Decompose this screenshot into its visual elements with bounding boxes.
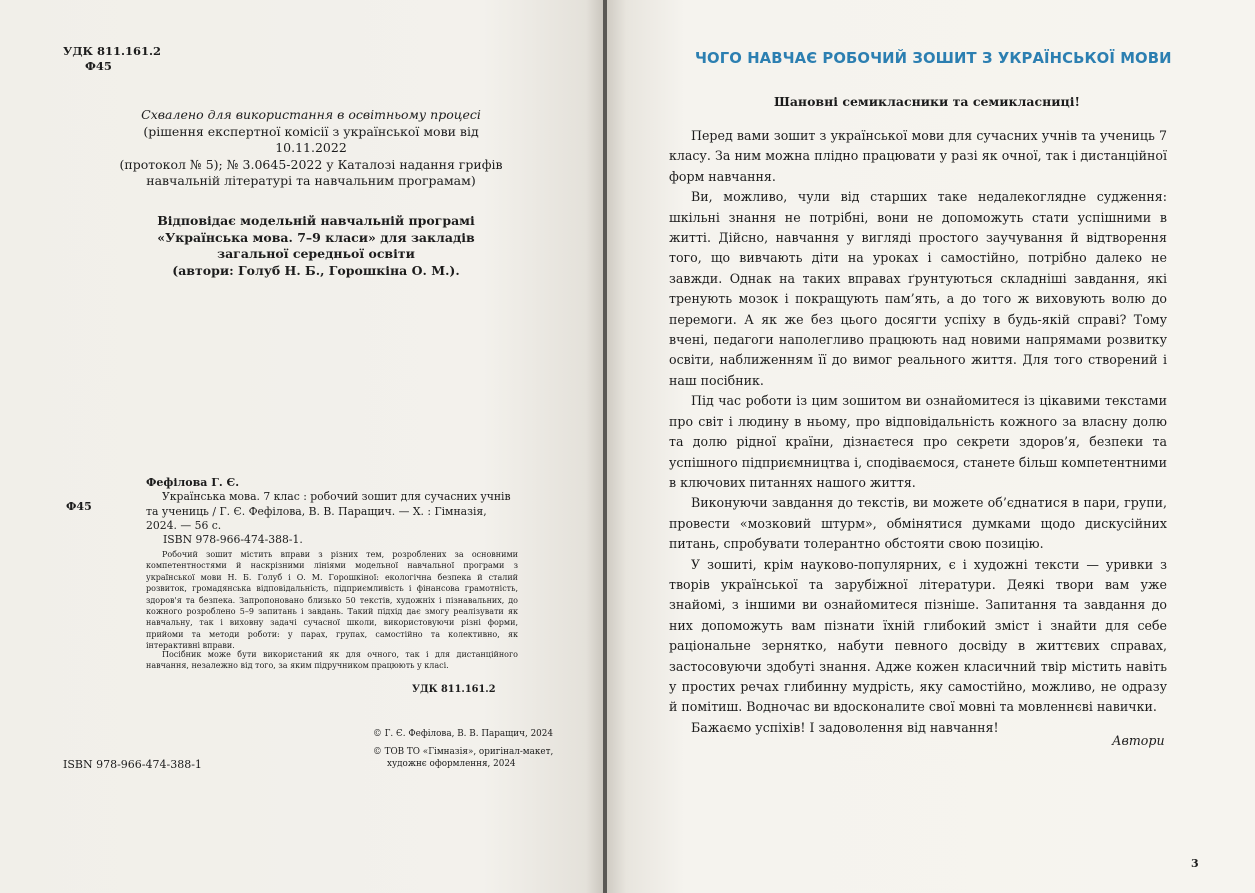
- isbn-bottom: ISBN 978-966-474-388-1: [63, 758, 202, 771]
- udc-header: [63, 44, 161, 74]
- paragraph: У зошиті, крім науково-популярних, є і художні тексти — уривки з творів української та зарубіжної літератури. Деякі твори вам уже знайомі, з іншими ви ознайомитеся пізніше. Запитання та завдання до них допоможуть вам пізнати їхній глибокий зміст і знайти для себе раціональне зернятко, набути певного досвіду в життєвих справах, застосовуючи здобуті знання. Адже кожен класичний твір містить навіть у простих речах глибинну мудрість, яку самостійно, можливо, не одразу й помітиш. Водночас ви вдосконалите свої мовні та мовленнєві навички.: [669, 556, 1167, 715]
- catalog-code: Ф45: [66, 500, 92, 513]
- body-text: [669, 126, 1167, 738]
- catalog-note: Посібник може бути використаний як для очного, так і для дистанційного навчання, незалежно від того, за яким підручником працюють у класі.: [146, 650, 518, 671]
- copyright-design: художнє оформлення, 2024: [387, 759, 516, 769]
- program-line-1: Відповідає модельній навчальній програмі: [157, 213, 475, 228]
- catalog-isbn: ISBN 978-966-474-388-1.: [163, 533, 303, 546]
- paragraph: Виконуючи завдання до текстів, ви можете об’єднатися в пари, групи, провести «мозковий штурм», обмінятися думками щодо дискусійних питань, спробувати толерантно обстояти свою позицію.: [669, 495, 1167, 552]
- section-title: ЧОГО НАВЧАЄ РОБОЧИЙ ЗОШИТ З УКРАЇНСЬКОЇ МОВИ: [695, 50, 1172, 67]
- approval-line-3: (протокол № 5); № 3.0645-2022 у Каталозі надання грифів: [119, 156, 503, 172]
- paragraph: Під час роботи із цим зошитом ви ознайомитеся із цікавими текстами про світ і людину в ньому, про відповідальність кожного за власну долю та долю рідної країни, дізнаєтеся про секрети здоров’я, безпеки та успішного підприємництва і, сподіваємося, станете більш компетентними в ключових питаннях нашого життя.: [669, 393, 1167, 490]
- catalog-author: Фефілова Г. Є.: [146, 476, 240, 489]
- copyright-authors: © Г. Є. Фефілова, В. В. Паращич, 2024: [373, 729, 553, 739]
- copyright-publisher: © ТОВ ТО «Гімназія», оригінал-макет,: [373, 747, 554, 757]
- left-page: [0, 0, 604, 893]
- catalog-abstract: Робочий зошит містить вправи з різних тем, розроблених за основними компетентностями й наскрізними лініями модельної навчальної програми з української мови Н. Б. Голуб і О. М. Горошкіної: екологічна безпека й сталий розвиток, громадянська відповідальність, підприємливість і фінансова грамотність, здоров'я та безпека. Запропоновано близько 50 текстів, художніх і пізнавальних, до кожного розроблено 5–9 запитань і завдань. Такий підхід дає змогу реалізувати як навчальну, так і виховну задачі сучасної школи, використовуючи різні форми, прийоми та методи роботи: у парах, групах, самостійно та колективно, як інтерактивні вправи.: [146, 550, 518, 651]
- udc-code: УДК 811.161.2: [63, 44, 162, 58]
- approval-line-2: (рішення експертної комісії з української мови від 10.11.2022: [143, 123, 479, 155]
- approval-line-4: навчальній літературі та навчальним програмам): [146, 173, 476, 188]
- paragraph: Перед вами зошит з української мови для сучасних учнів та учениць 7 класу. За ним можна плідно працювати у разі як очної, так і дистанційної форм навчання.: [669, 128, 1167, 184]
- paragraph: Ви, можливо, чули від старших таке недалекоглядне судження: шкільні знання не потрібні, вони не допоможуть стати успішними в житті. Дійсно, навчання у вигляді простого заучування й відтворення того, що вивчають діти на уроках і самостійно, потрібно далеко не завжди. Однак на таких вправах ґрунтуються складніші завдання, які тренують мозок і покращують пам’ять, а до того ж виховують волю до перемоги. А як же без цього досягти успіху в будь-якій справі? Тому вчені, педагоги наполегливо працюють над новими напрямами розвитку освіти, наближенням її до вимог реального життя. Для того створений і наш посібник.: [669, 189, 1167, 388]
- right-page: [607, 0, 1255, 893]
- program-line-4: (автори: Голуб Н. Б., Горошкіна О. М.).: [172, 262, 460, 278]
- author-mark: Ф45: [85, 59, 112, 73]
- page-number: 3: [1191, 857, 1199, 870]
- catalog-description: Українська мова. 7 клас : робочий зошит для сучасних учнів та учениць / Г. Є. Фефілова, В. В. Паращич. — Х. : Гімназія, 2024. — 56 с.: [146, 490, 511, 532]
- program-line-2: «Українська мова. 7–9 класи» для закладів: [157, 229, 475, 245]
- approval-notice: [112, 107, 510, 190]
- signature: Автори: [1112, 733, 1165, 748]
- program-compliance: [146, 213, 486, 279]
- approval-line-1: Схвалено для використання в освітньому процесі: [141, 107, 481, 122]
- program-line-3: загальної середньої освіти: [217, 246, 415, 261]
- greeting: Шановні семикласники та семикласниці!: [773, 94, 1081, 109]
- catalog-udc: УДК 811.161.2: [412, 684, 496, 695]
- paragraph: Бажаємо успіхів! І задоволення від навчання!: [691, 719, 999, 735]
